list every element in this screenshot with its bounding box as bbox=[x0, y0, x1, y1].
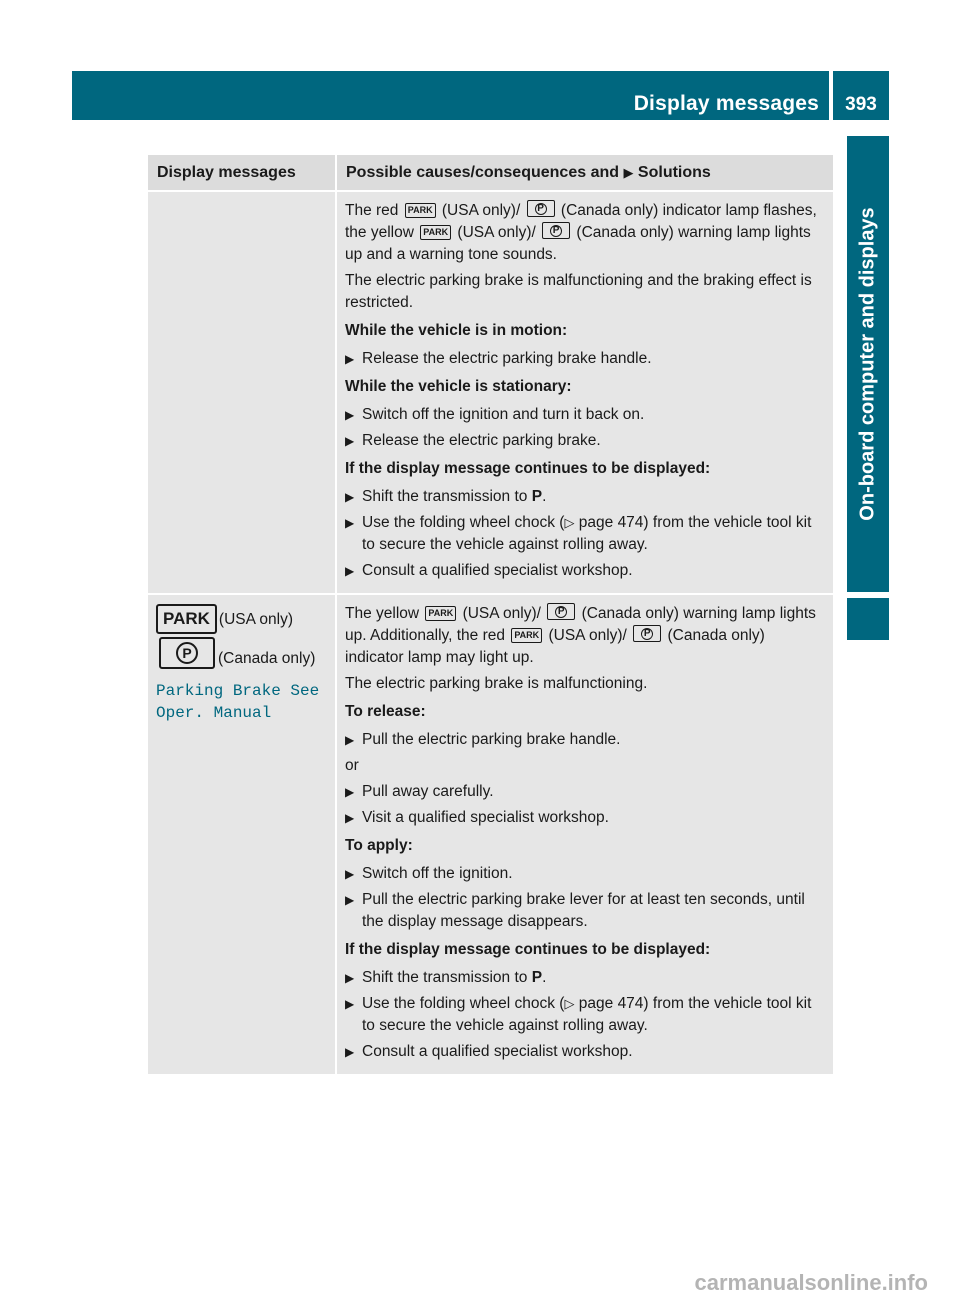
page-title: Display messages bbox=[633, 92, 819, 115]
row1-cause: The electric parking brake is malfunctioning and the braking effect is restricted. bbox=[345, 272, 812, 311]
row1-heading-motion: While the vehicle is in motion: bbox=[345, 322, 568, 339]
park-warning-icon: PARK bbox=[420, 225, 451, 240]
step-arrow-icon: ▶ bbox=[345, 564, 355, 578]
step-arrow-icon: ▶ bbox=[345, 434, 355, 448]
step-arrow-icon: ▶ bbox=[345, 352, 355, 366]
display-message-text: Parking Brake See Oper. Manual bbox=[156, 682, 320, 722]
list-item: ▶ Consult a qualified specialist workshop. bbox=[345, 1041, 827, 1063]
step-arrow-icon: ▶ bbox=[345, 1045, 355, 1059]
p-warning-icon: P bbox=[542, 222, 570, 239]
list-item: ▶ Release the electric parking brake. bbox=[345, 430, 827, 452]
p-warning-icon: P bbox=[547, 603, 575, 620]
row2-or: or bbox=[345, 757, 359, 774]
step-arrow-icon: ▶ bbox=[345, 811, 355, 825]
step-arrow-icon: ▶ bbox=[345, 408, 355, 422]
step-arrow-icon: ▶ bbox=[345, 997, 355, 1011]
p-indicator-icon: P bbox=[633, 625, 661, 642]
p-indicator-icon: P bbox=[527, 200, 555, 217]
row1-intro: The red PARK (USA only)/ P (Canada only) indicator lamp flashes, the yellow PARK (USA only)/ P (Canada only) warning lamp lights up and a warning tone sounds. bbox=[345, 202, 817, 263]
page-number-box bbox=[833, 71, 889, 120]
park-indicator-icon: PARK bbox=[405, 203, 436, 218]
list-item: ▶ Release the electric parking brake handle. bbox=[345, 348, 827, 370]
park-display-icon: PARK bbox=[156, 604, 217, 634]
chapter-marker-block bbox=[847, 598, 889, 640]
list-item: ▶ Pull the electric parking brake handle. bbox=[345, 729, 827, 751]
chapter-side-tab bbox=[847, 136, 889, 592]
row2-heading-release: To release: bbox=[345, 703, 426, 720]
row1-heading-continues: If the display message continues to be displayed: bbox=[345, 460, 711, 477]
page-ref-icon: ▷ bbox=[564, 996, 575, 1011]
page-ref-icon: ▷ bbox=[564, 515, 575, 530]
header-causes-solutions: Possible causes/consequences and ▶ Solutions bbox=[336, 155, 833, 191]
table-row bbox=[148, 594, 833, 1074]
step-arrow-icon: ▶ bbox=[345, 785, 355, 799]
bullet-arrow-icon: ▶ bbox=[623, 165, 634, 180]
park-warning-icon: PARK bbox=[425, 606, 456, 621]
watermark: carmanualsonline.info bbox=[694, 1270, 928, 1295]
table-row bbox=[148, 191, 833, 594]
row2-intro: The yellow PARK (USA only)/ P (Canada only) warning lamp lights up. Additionally, the red PARK (USA only)/ P (Canada only) indicator lamp may light up. bbox=[345, 605, 816, 666]
row2-heading-apply: To apply: bbox=[345, 837, 413, 854]
list-item: ▶ Use the folding wheel chock (▷ page 474) from the vehicle tool kit to secure the vehicle against rolling away. bbox=[345, 995, 812, 1034]
list-item: ▶ Consult a qualified specialist workshop. bbox=[345, 560, 827, 582]
chapter-label: On-board computer and displays bbox=[856, 207, 879, 521]
row2-solution-cell bbox=[336, 594, 833, 1074]
list-item: ▶ Visit a qualified specialist workshop. bbox=[345, 807, 827, 829]
list-item: ▶ Switch off the ignition and turn it back on. bbox=[345, 404, 827, 426]
header-display-messages: Display messages bbox=[148, 155, 336, 191]
display-messages-table bbox=[148, 155, 833, 1074]
list-item: ▶ Shift the transmission to P. bbox=[345, 967, 827, 989]
list-item: ▶ Pull away carefully. bbox=[345, 781, 827, 803]
list-item: ▶ Use the folding wheel chock (▷ page 474) from the vehicle tool kit to secure the vehicle against rolling away. bbox=[345, 514, 812, 553]
row1-heading-stationary: While the vehicle is stationary: bbox=[345, 378, 572, 395]
step-arrow-icon: ▶ bbox=[345, 733, 355, 747]
step-arrow-icon: ▶ bbox=[345, 971, 355, 985]
park-indicator-icon: PARK bbox=[511, 628, 542, 643]
row2-cause: The electric parking brake is malfunctioning. bbox=[345, 675, 648, 692]
step-arrow-icon: ▶ bbox=[345, 516, 355, 530]
list-item: ▶ Pull the electric parking brake lever for at least ten seconds, until the display message disappears. bbox=[345, 891, 805, 930]
page-number: 393 bbox=[845, 94, 877, 115]
list-item: ▶ Switch off the ignition. bbox=[345, 863, 827, 885]
p-display-icon: P bbox=[159, 637, 215, 669]
table-header-row bbox=[148, 155, 833, 191]
header-bar bbox=[72, 71, 829, 120]
step-arrow-icon: ▶ bbox=[345, 867, 355, 881]
step-arrow-icon: ▶ bbox=[345, 490, 355, 504]
list-item: ▶ Shift the transmission to P. bbox=[345, 486, 827, 508]
row1-display-cell bbox=[148, 191, 336, 594]
row2-display-cell: PARK (USA only) P (Canada only) Parking Brake See Oper. Manual bbox=[148, 594, 336, 1074]
row2-heading-continues: If the display message continues to be displayed: bbox=[345, 941, 711, 958]
step-arrow-icon: ▶ bbox=[345, 893, 355, 907]
row1-solution-cell bbox=[336, 191, 833, 594]
